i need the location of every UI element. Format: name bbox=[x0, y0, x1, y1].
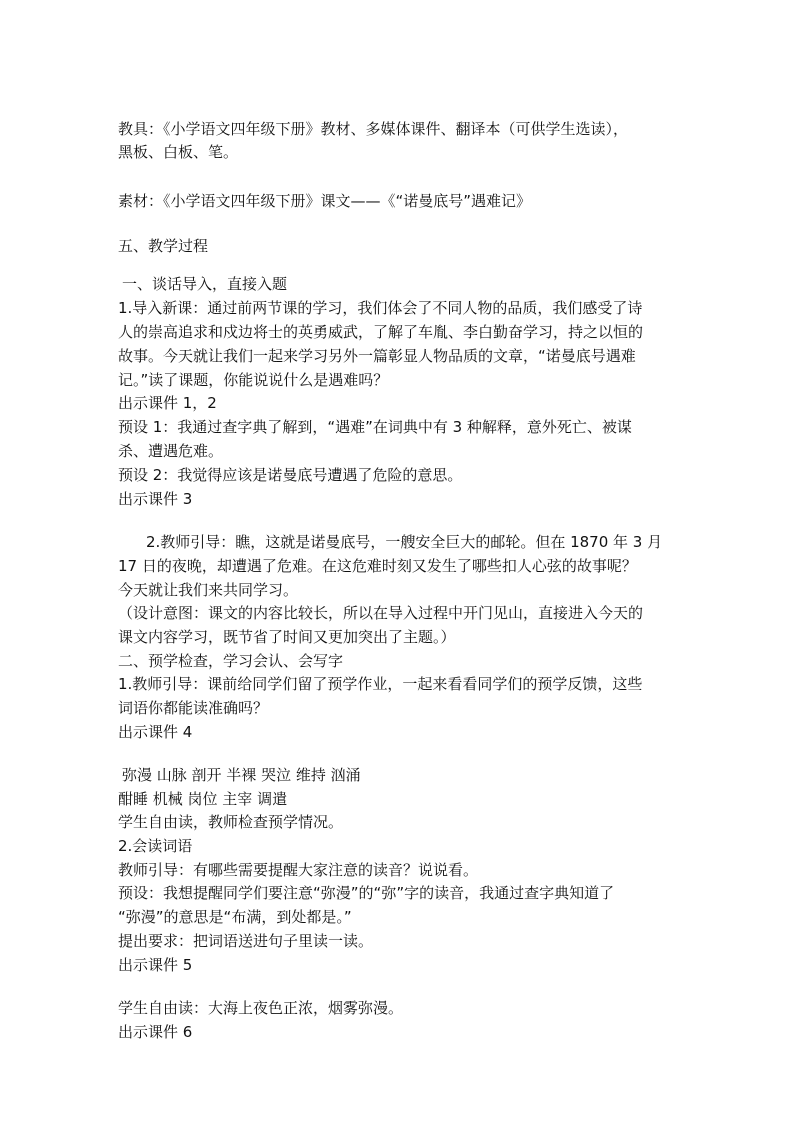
slide-reference: 出示课件 5 bbox=[118, 956, 193, 974]
vocabulary-list-line-2: 酣睡 机械 岗位 主宰 调遣 bbox=[118, 790, 288, 808]
paragraph-line: 记。”读了课题，你能说说什么是遇难吗？ bbox=[118, 371, 389, 389]
paragraph-line: 17 日的夜晚，却遭遇了危难。在这危难时刻又发生了哪些扣人心弦的故事呢？ bbox=[118, 557, 637, 575]
paragraph-line: 1.导入新课：通过前两节课的学习，我们体会了不同人物的品质，我们感受了诗 bbox=[118, 299, 643, 317]
teaching-tools-line-2: 黑板、白板、笔。 bbox=[118, 143, 239, 161]
vocabulary-list-line-1: 弥漫 山脉 剖开 半裸 哭泣 维持 汹涌 bbox=[122, 766, 361, 784]
paragraph-line: 预设 1：我通过查字典了解到，“遇难”在词典中有 3 种解释，意外死亡、被谋 bbox=[118, 418, 632, 436]
material-line: 素材：《小学语文四年级下册》课文——《“诺曼底号”遇难记》 bbox=[118, 192, 532, 210]
slide-reference: 出示课件 3 bbox=[118, 490, 193, 508]
paragraph-line: 2.教师引导：瞧，这就是诺曼底号，一艘安全巨大的邮轮。但在 1870 年 3 月 bbox=[146, 533, 663, 551]
section-heading-teaching-process: 五、教学过程 bbox=[118, 237, 209, 255]
paragraph-line: 提出要求：把词语送进句子里读一读。 bbox=[118, 932, 374, 950]
slide-reference: 出示课件 6 bbox=[118, 1023, 193, 1041]
paragraph-line: 预设：我想提醒同学们要注意“弥漫”的“弥”字的读音，我通过查字典知道了 bbox=[118, 884, 615, 902]
paragraph-line: 预设 2：我觉得应该是诺曼底号遭遇了危险的意思。 bbox=[118, 466, 463, 484]
teaching-tools-line-1: 教具：《小学语文四年级下册》教材、多媒体课件、翻译本（可供学生选读）， bbox=[118, 120, 629, 138]
subheading-introduction: 一、谈话导入，直接入题 bbox=[122, 275, 288, 293]
paragraph-line: 故事。今天就让我们一起来学习另外一篇彰显人物品质的文章，“诺曼底号遇难 bbox=[118, 347, 636, 365]
paragraph-line: 学生自由读：大海上夜色正浓，烟雾弥漫。 bbox=[118, 999, 404, 1017]
paragraph-line: 人的崇高追求和戍边将士的英勇威武，了解了车胤、李白勤奋学习，持之以恒的 bbox=[118, 323, 644, 341]
paragraph-line: 杀、遭遇危难。 bbox=[118, 442, 224, 460]
design-intent-line: 课文内容学习，既节省了时间又更加突出了主题。） bbox=[118, 628, 456, 646]
design-intent-line: （设计意图：课文的内容比较长，所以在导入过程中开门见山，直接进入今天的 bbox=[118, 604, 644, 622]
paragraph-line: 2.会读词语 bbox=[118, 837, 193, 855]
paragraph-line: 学生自由读，教师检查预学情况。 bbox=[118, 813, 344, 831]
paragraph-line: 词语你都能读准确吗？ bbox=[118, 699, 269, 717]
paragraph-line: 1.教师引导：课前给同学们留了预学作业，一起来看看同学们的预学反馈，这些 bbox=[118, 675, 643, 693]
subheading-preview-check: 二、预学检查，学习会认、会写字 bbox=[118, 652, 344, 670]
paragraph-line: 教师引导：有哪些需要提醒大家注意的读音？说说看。 bbox=[118, 861, 479, 879]
paragraph-line: “弥漫”的意思是“布满，到处都是。” bbox=[118, 908, 352, 926]
slide-reference: 出示课件 4 bbox=[118, 723, 193, 741]
slide-reference: 出示课件 1，2 bbox=[118, 394, 217, 412]
paragraph-line: 今天就让我们来共同学习。 bbox=[118, 581, 299, 599]
